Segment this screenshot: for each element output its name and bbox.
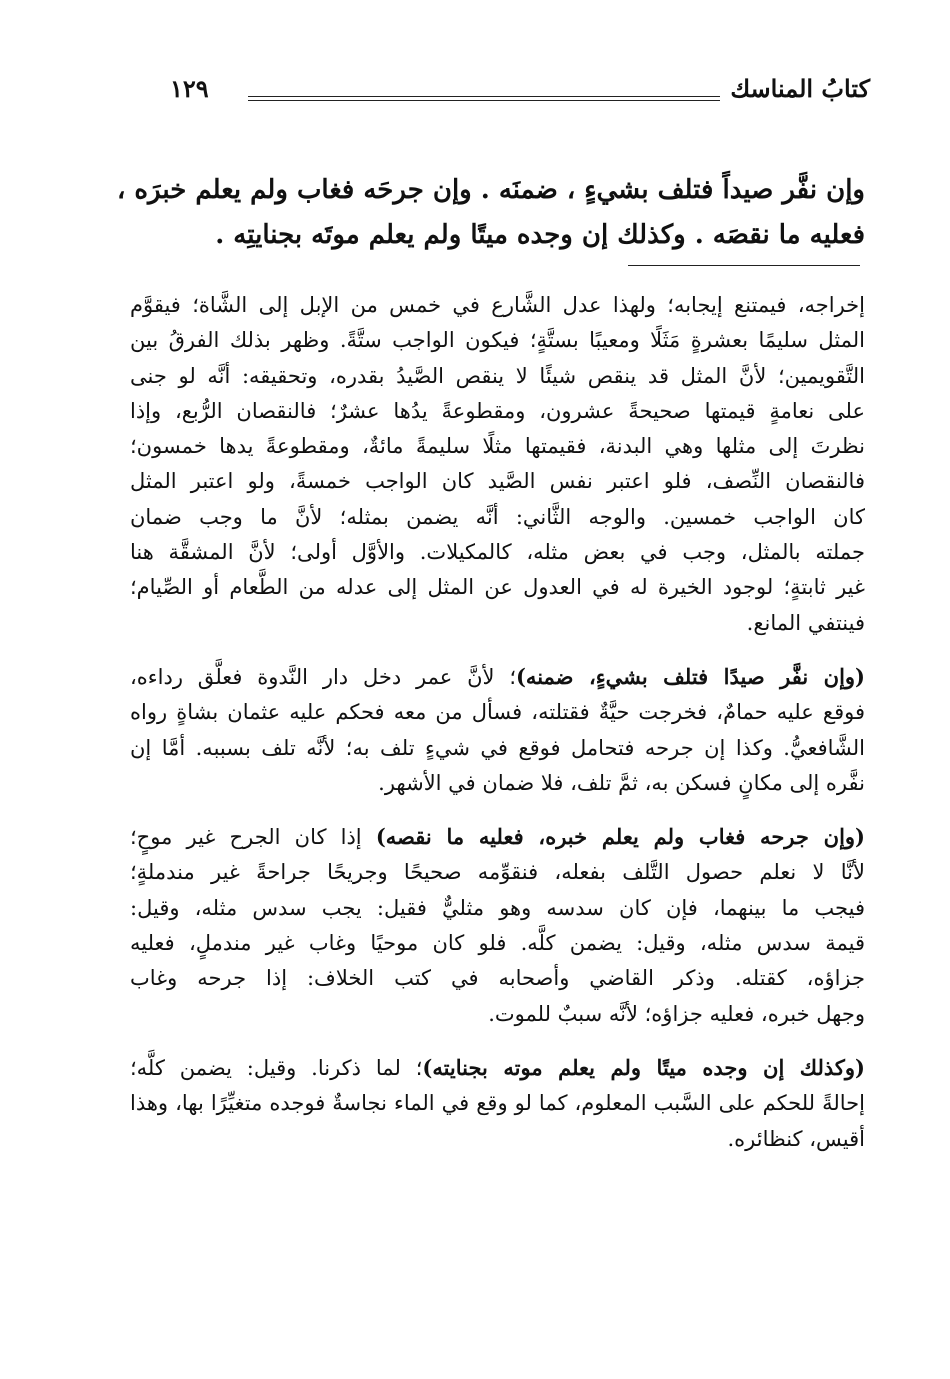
commentary-line [130, 464, 865, 499]
commentary-text: فينتفي المانع. [746, 610, 865, 635]
commentary-text: جزاؤه، كقتله. وذكر القاضي وأصحابه في كتب الخلاف: إذا جرحه وغاب [130, 966, 865, 991]
commentary-text: إخراجه، فيمتنع إيجابه؛ ولهذا عدل الشَّارع في خمس من الإبل إلى الشَّاة؛ فيقوَّم [130, 293, 865, 317]
commentary-line [130, 394, 865, 429]
commentary-text: كان الواجب خمسين. والوجه الثَّاني: أنَّه يضمن بمثله؛ لأنَّ ما وجب ضمان [130, 504, 865, 529]
commentary-paragraph [130, 659, 865, 801]
commentary-line [130, 429, 865, 464]
commentary-text: فالنقصان النِّصف، فلو اعتبر نفس الصَّيد كان الواجب خمسةً، ولو اعتبر المثل [130, 469, 865, 494]
commentary-text: على نعامةٍ قيمتها صحيحةً عشرون، ومقطوعةً يدُها عشرٌ؛ فالنقصان الرُّبع، وإذا [130, 398, 865, 423]
commentary-text: أقيس، كنظائره. [727, 1126, 865, 1151]
quoted-main-text: (وإن جرحه فغاب ولم يعلم خبره، فعليه ما نقصه) [375, 824, 865, 850]
page-number: ١٢٩ [170, 74, 209, 103]
commentary [130, 288, 865, 1175]
commentary-text: غير ثابتةٍ؛ لوجود الخيرة له في العدول عن المثل إلى عدله من الطَّعام أو الصِّيام؛ [130, 575, 865, 600]
commentary-text: ؛ لما ذكرنا. وقيل: يضمن كلَّه؛ [130, 1055, 423, 1080]
commentary-text: نفَّره إلى مكانٍ فسكن به، ثمَّ تلف، فلا ضمان في الأشهر. [378, 770, 865, 795]
commentary-line [130, 731, 865, 766]
commentary-text: فوقع عليه حمامٌ، فخرجت حيَّةٌ فقتلته، فسأل من معه فحكم عليه عثمان بشاةٍ رواه [130, 700, 865, 725]
commentary-line [130, 1122, 865, 1157]
main-text-line: وإن نفَّر صيداً فتلف بشيءٍ ، ضمنَه . وإن جرحَه فغاب ولم يعلم خبرَه ، [116, 175, 865, 205]
commentary-line [130, 891, 865, 926]
commentary-paragraph [130, 288, 865, 641]
commentary-paragraph [130, 1050, 865, 1157]
quoted-main-text: (وإن نفَّر صيدًا فتلف بشيءٍ، ضمنه) [516, 663, 865, 689]
commentary-line [130, 535, 865, 570]
commentary-line [130, 323, 865, 358]
commentary-text: نظرتَ إلى مثلها وهي البدنة، فقيمتها مثلًا سليمةً مائةٌ، ومقطوعةً يدها خمسون؛ [130, 434, 865, 459]
commentary-text: قيمة سدس مثله، وقيل: يضمن كلَّه. فلو كان موحيًا وغاب غير مندملٍ، فعليه [130, 931, 865, 956]
commentary-text: وجهل خبره، فعليه جزاؤه؛ لأنَّه سببٌ للموت. [488, 1001, 865, 1026]
commentary-text: المثل سليمًا بعشرةٍ مَثَلًا ومعيبًا بستَّةٍ؛ فيكون الواجب ستَّةً. وظهر بذلك الفرقُ بين [130, 328, 865, 353]
commentary-line [130, 1050, 865, 1086]
running-header [170, 74, 870, 114]
commentary-line [130, 695, 865, 730]
main-text-line: فعليه ما نقصَه . وكذلك إن وجده ميتًا ولم يعلم موتَه بجنايتِه . [215, 220, 865, 250]
commentary-line [130, 500, 865, 535]
commentary-text: إحالةً للحكم على السَّبب المعلوم، كما لو وقع في الماء نجاسةٌ فوجده متغيِّرًا بها، وهذا [130, 1091, 865, 1116]
commentary-text: إذا كان الجرح غير موحٍ؛ [130, 825, 376, 850]
quoted-main-text: (وكذلك إن وجده ميتًا ولم يعلم موته بجنايته) [422, 1054, 865, 1080]
commentary-line [130, 659, 865, 695]
commentary-line [130, 819, 865, 855]
commentary-line [130, 288, 865, 323]
commentary-line [130, 855, 865, 890]
chapter-title: كتابُ المناسك [730, 74, 870, 103]
commentary-text: جملته بالمثل، وجب في بعض مثله، كالمكيلات. والأوَّل أولى؛ لأنَّ المشقَّة هنا [130, 540, 865, 565]
commentary-text: ؛ لأنَّ عمر دخل دار النَّدوة فعلَّق رداءه، [130, 664, 516, 689]
commentary-text: التَّقويمين؛ لأنَّ المثل قد ينقص شيئًا لا ينقص الصَّيدُ بقدره، وتحقيقه: أنَّه لو جنى [130, 363, 865, 388]
commentary-line [130, 997, 865, 1032]
commentary-line [130, 926, 865, 961]
commentary-text: لأنَّا لا نعلم حصول التَّلف بفعله، فنقوِّمه صحيحًا وجريحًا جراحةً غير مندملةٍ؛ [130, 860, 865, 885]
commentary-paragraph [130, 819, 865, 1032]
commentary-line [130, 359, 865, 394]
commentary-text: الشَّافعيُّ. وكذا إن جرحه فتحامل فوقع في شيءٍ تلف به؛ لأنَّه تلف بسببه. أمَّا إن [130, 735, 865, 760]
commentary-line [130, 961, 865, 996]
footnote-separator [628, 265, 860, 266]
commentary-line [130, 606, 865, 641]
main-text [116, 168, 865, 258]
commentary-text: فيجب ما بينهما، فإن كان سدسه وهو مثليٌّ فقيل: يجب سدس مثله، وقيل: [130, 895, 865, 920]
commentary-line [130, 570, 865, 605]
commentary-line [130, 766, 865, 801]
commentary-line [130, 1086, 865, 1121]
header-rule [248, 96, 720, 97]
